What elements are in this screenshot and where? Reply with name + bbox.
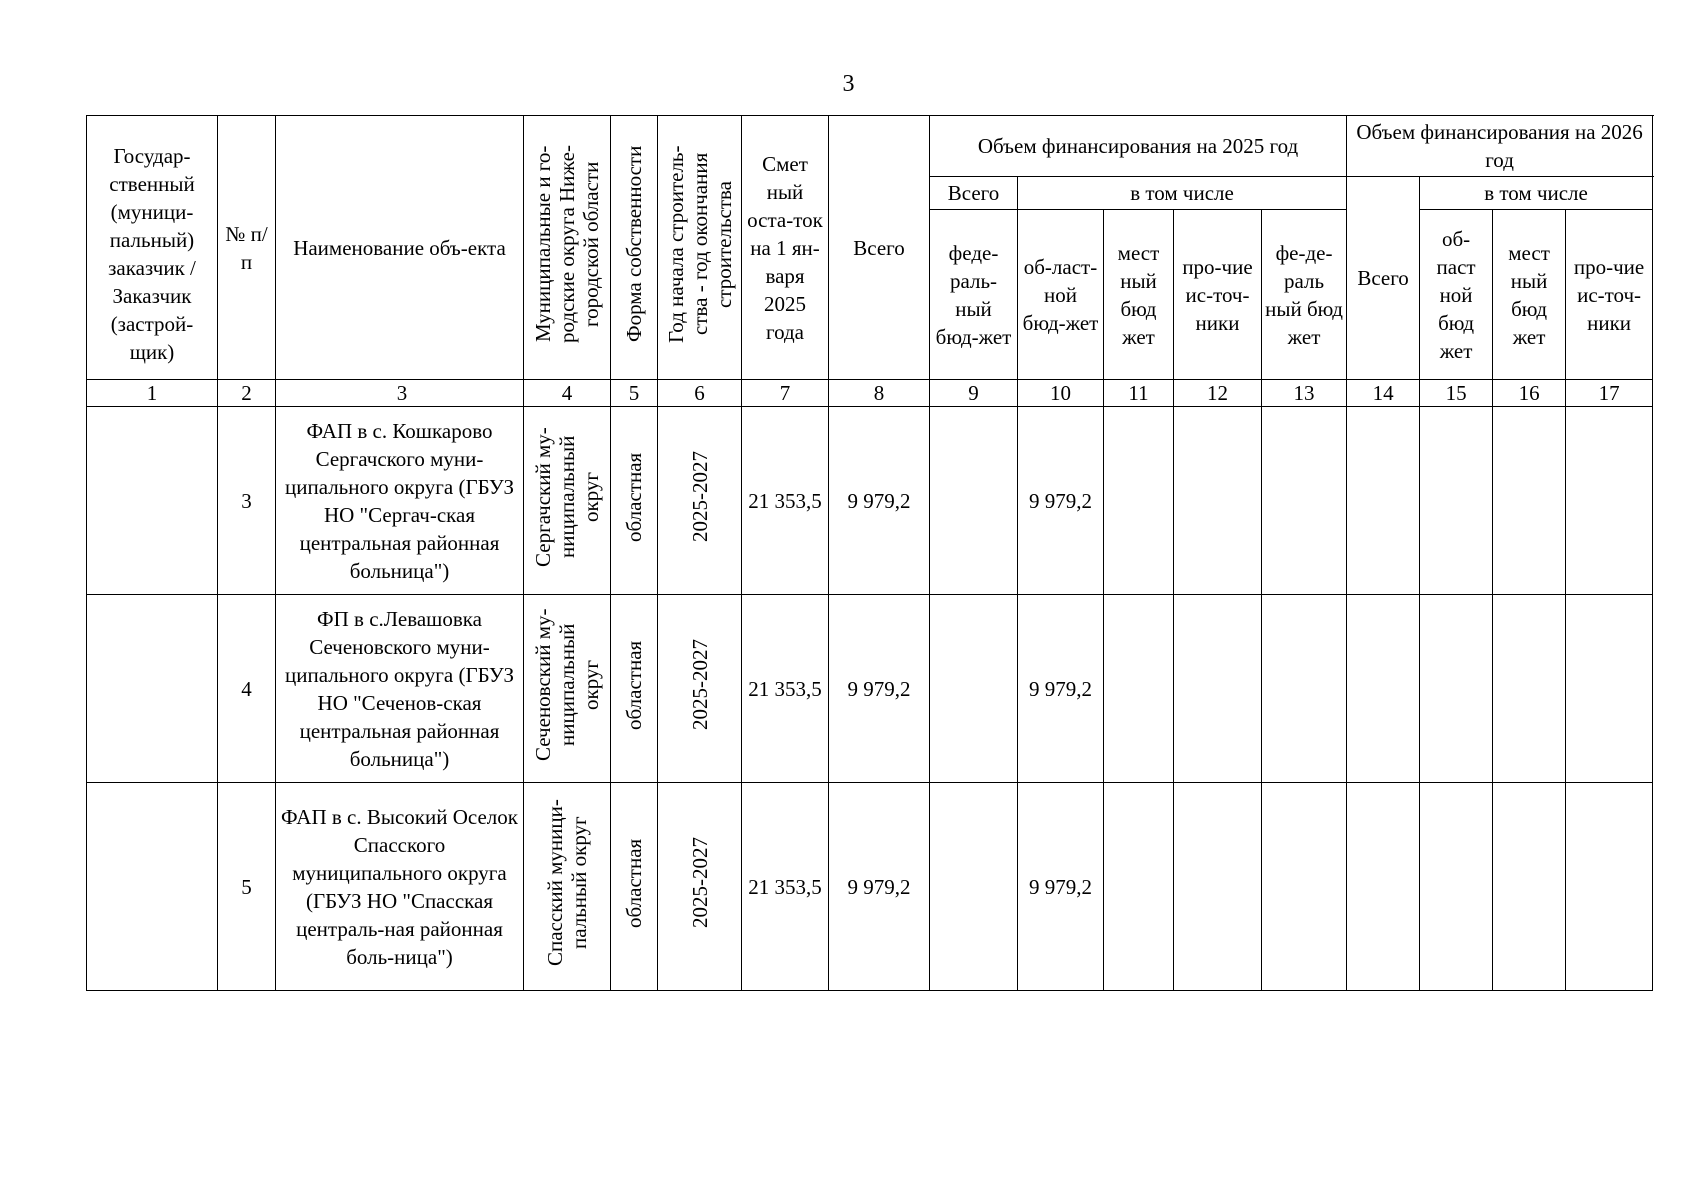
column-number: 2 xyxy=(218,380,276,407)
header-incl-2025: в том числе xyxy=(1018,177,1347,210)
row-total-2025 xyxy=(930,783,1018,991)
row-customer-cell xyxy=(87,783,218,991)
column-number: 5 xyxy=(611,380,658,407)
row-num-cell: 5 xyxy=(218,783,276,991)
row-remainder: 21 353,5 xyxy=(742,783,829,991)
row-local-2025 xyxy=(1104,407,1174,595)
header-total-2026: Всего xyxy=(1347,177,1420,380)
row-years: 2025-2027 xyxy=(658,407,742,595)
column-number: 4 xyxy=(524,380,611,407)
row-remainder: 21 353,5 xyxy=(742,407,829,595)
header-federal-2025: феде-раль-ный бюд-жет xyxy=(930,210,1018,380)
header-fin-2026: Объем финансирования на 2026 год xyxy=(1347,116,1653,177)
header-total-2025: Всего xyxy=(930,177,1018,210)
row-local-2025 xyxy=(1104,783,1174,991)
row-municipal: Сеченовский му-ниципальный округ xyxy=(524,595,611,783)
header-incl-2026: в том числе xyxy=(1420,177,1653,210)
row-regional-2026 xyxy=(1420,595,1493,783)
row-total-2025 xyxy=(930,407,1018,595)
row-federal-2026 xyxy=(1347,595,1420,783)
row-ownership: областная xyxy=(611,595,658,783)
row-regional-2025: 9 979,2 xyxy=(1018,783,1104,991)
row-total-2026 xyxy=(1262,407,1347,595)
header-local-2026: мест ный бюд жет xyxy=(1493,210,1566,380)
header-regional-2025: об-ласт-ной бюд-жет xyxy=(1018,210,1104,380)
table-row xyxy=(87,407,1653,595)
column-number: 14 xyxy=(1347,380,1420,407)
header-total: Всего xyxy=(829,116,930,380)
row-customer-cell xyxy=(87,595,218,783)
row-other-2025 xyxy=(1174,407,1262,595)
page-number: 3 xyxy=(842,71,855,97)
column-number: 17 xyxy=(1566,380,1653,407)
header-customer: Государ-ственный (муници-пальный) заказчик / Заказчик (застрой-щик) xyxy=(87,116,218,380)
header-fin-2025: Объем финансирования на 2025 год xyxy=(930,116,1347,177)
row-other-2025 xyxy=(1174,783,1262,991)
row-federal-2026 xyxy=(1347,407,1420,595)
row-years: 2025-2027 xyxy=(658,595,742,783)
header-regional-2026: об-паст ной бюд жет xyxy=(1420,210,1493,380)
row-ownership: областная xyxy=(611,407,658,595)
row-total-2025 xyxy=(930,595,1018,783)
column-number: 1 xyxy=(87,380,218,407)
row-municipal: Сергачский му-ниципальный округ xyxy=(524,407,611,595)
header-ownership: Форма собственности xyxy=(611,116,658,380)
row-local-2025 xyxy=(1104,595,1174,783)
row-num-cell: 4 xyxy=(218,595,276,783)
row-customer-cell xyxy=(87,407,218,595)
header-municipal: Муниципальные и го-родские округа Ниже-городской области xyxy=(524,116,611,380)
column-number: 13 xyxy=(1262,380,1347,407)
header-federal-2026: фе-де-раль ный бюд жет xyxy=(1262,210,1347,380)
header-local-2025: мест ный бюд жет xyxy=(1104,210,1174,380)
column-number: 16 xyxy=(1493,380,1566,407)
row-local-2026 xyxy=(1493,783,1566,991)
row-regional-2025: 9 979,2 xyxy=(1018,407,1104,595)
header-row-1 xyxy=(87,116,1653,177)
row-ownership: областная xyxy=(611,783,658,991)
row-total: 9 979,2 xyxy=(829,783,930,991)
column-number: 6 xyxy=(658,380,742,407)
row-total-2026 xyxy=(1262,595,1347,783)
row-other-2026 xyxy=(1566,595,1653,783)
financing-table xyxy=(86,115,1653,991)
row-total: 9 979,2 xyxy=(829,595,930,783)
row-object-name: ФАП в с. Высокий Оселок Спасского муниципального округа (ГБУЗ НО "Спасская централь-ная районная боль-ница") xyxy=(276,783,524,991)
header-object-name: Наименование объ-екта xyxy=(276,116,524,380)
row-regional-2026 xyxy=(1420,783,1493,991)
column-number: 3 xyxy=(276,380,524,407)
row-regional-2025: 9 979,2 xyxy=(1018,595,1104,783)
column-number: 9 xyxy=(930,380,1018,407)
column-number: 15 xyxy=(1420,380,1493,407)
row-other-2026 xyxy=(1566,407,1653,595)
row-local-2026 xyxy=(1493,595,1566,783)
column-numbers-row xyxy=(87,380,1653,407)
header-other-2026: про-чие ис-точ-ники xyxy=(1566,210,1653,380)
header-other-2025: про-чие ис-точ-ники xyxy=(1174,210,1262,380)
column-number: 12 xyxy=(1174,380,1262,407)
row-total: 9 979,2 xyxy=(829,407,930,595)
row-other-2026 xyxy=(1566,783,1653,991)
row-local-2026 xyxy=(1493,407,1566,595)
column-number: 10 xyxy=(1018,380,1104,407)
row-total-2026 xyxy=(1262,783,1347,991)
column-number: 7 xyxy=(742,380,829,407)
row-remainder: 21 353,5 xyxy=(742,595,829,783)
row-object-name: ФП в с.Левашовка Сеченовского муни-ципального округа (ГБУЗ НО "Сеченов-ская центральная районная больница") xyxy=(276,595,524,783)
row-municipal: Спасский муници-пальный округ xyxy=(524,783,611,991)
table-row xyxy=(87,783,1653,991)
table-row xyxy=(87,595,1653,783)
column-number: 8 xyxy=(829,380,930,407)
row-other-2025 xyxy=(1174,595,1262,783)
header-years: Год начала строитель-ства - год окончания строительства xyxy=(658,116,742,380)
row-num-cell: 3 xyxy=(218,407,276,595)
row-federal-2026 xyxy=(1347,783,1420,991)
column-number: 11 xyxy=(1104,380,1174,407)
row-object-name: ФАП в с. Кошкарово Сергачского муни-ципального округа (ГБУЗ НО "Сергач-ская центральная районная больница") xyxy=(276,407,524,595)
header-num: № п/п xyxy=(218,116,276,380)
row-years: 2025-2027 xyxy=(658,783,742,991)
row-regional-2026 xyxy=(1420,407,1493,595)
header-remainder: Смет ный оста-ток на 1 ян-варя 2025 года xyxy=(742,116,829,380)
